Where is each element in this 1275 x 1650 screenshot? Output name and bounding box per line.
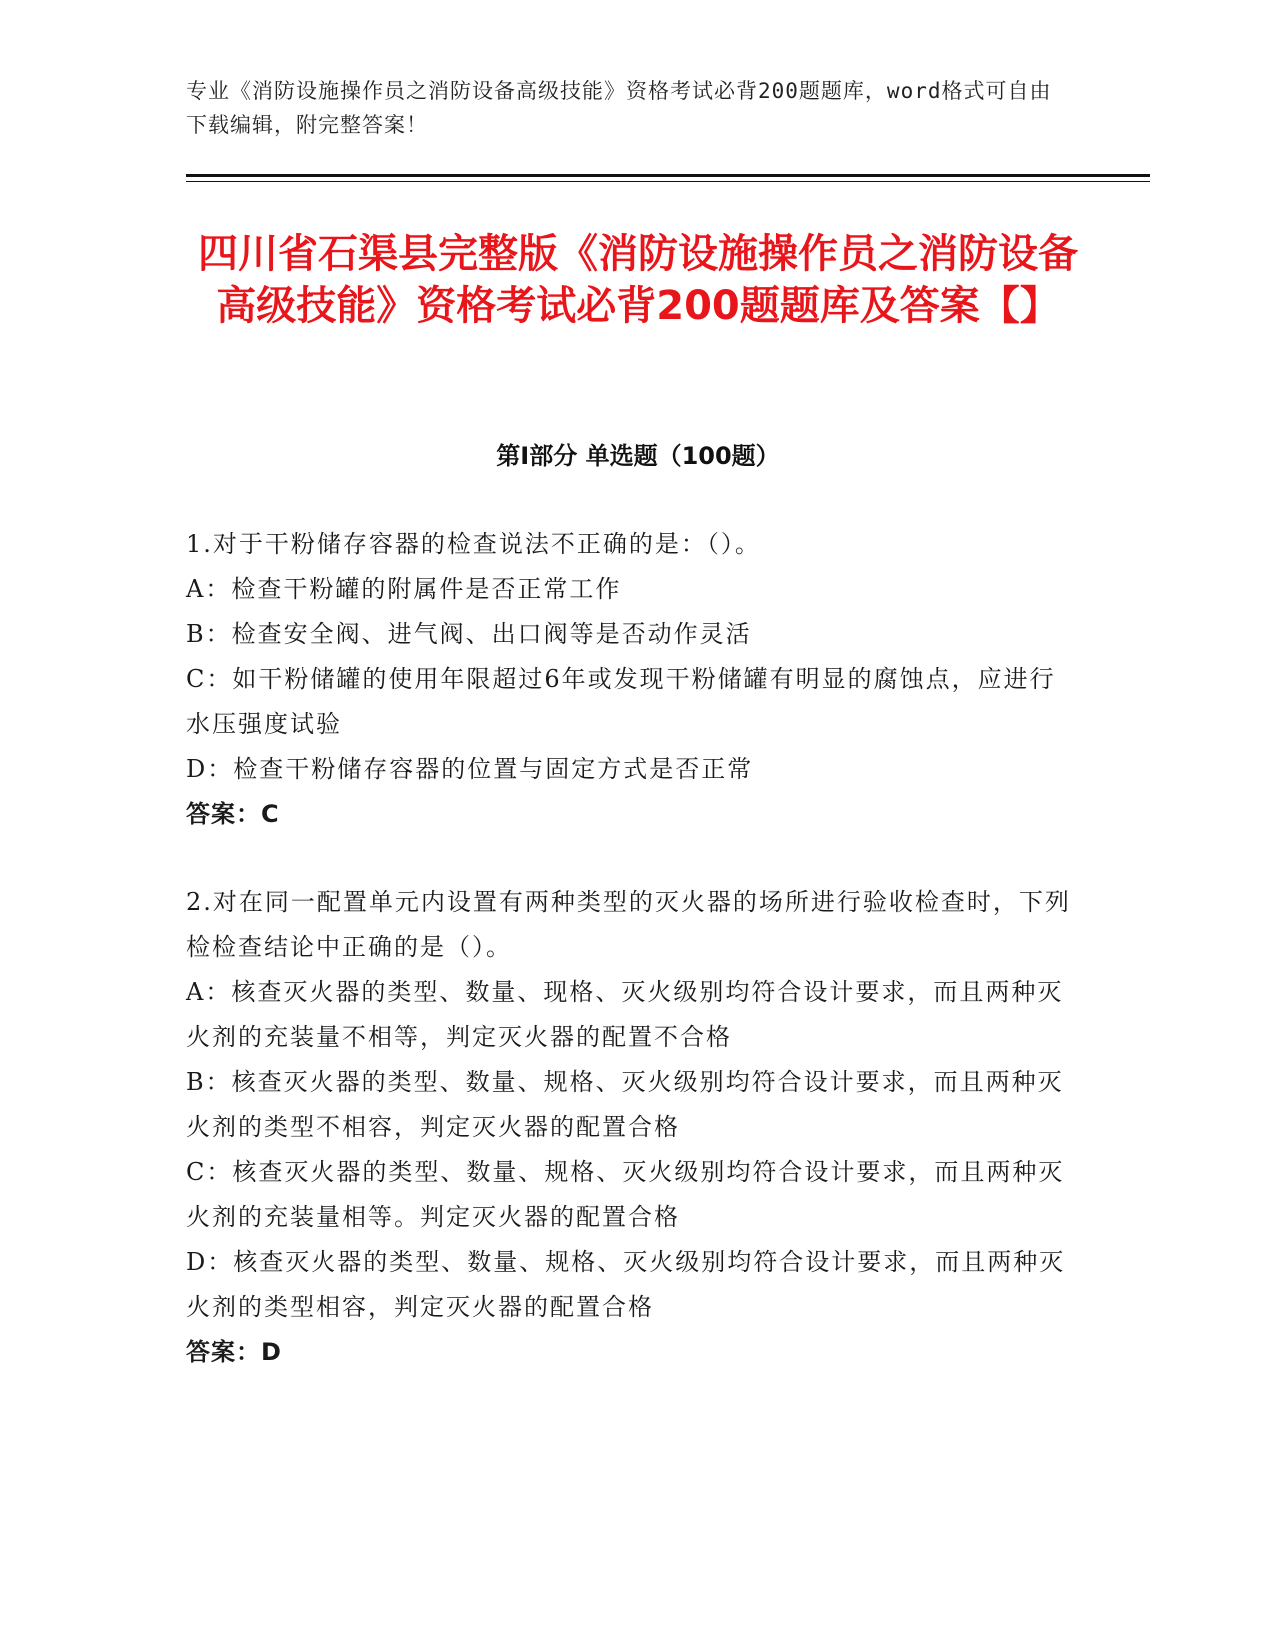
option-d: D：检查干粉储存容器的位置与固定方式是否正常	[186, 755, 754, 783]
answer-line: 答案：D	[186, 1338, 282, 1366]
option-b: B：检查安全阀、进气阀、出口阀等是否动作灵活	[186, 620, 752, 648]
document-title: 四川省石渠县完整版《消防设施操作员之消防设备高级技能》资格考试必背200题题库及答案【】	[198, 231, 1078, 329]
option-a: A：核查灭火器的类型、数量、现格、灭火级别均符合设计要求，而且两种灭火剂的充装量不相等，判定灭火器的配置不合格	[186, 978, 1064, 1051]
header-note: 专业《消防设施操作员之消防设备高级技能》资格考试必背200题题库，word格式可自由下载编辑，附完整答案！	[186, 79, 1052, 137]
header-rule-thick	[186, 174, 1150, 177]
question-2	[186, 880, 1076, 1375]
option-c: C：核查灭火器的类型、数量、规格、灭火级别均符合设计要求，而且两种灭火剂的充装量相等。判定灭火器的配置合格	[186, 1158, 1065, 1231]
option-d: D：核查灭火器的类型、数量、规格、灭火级别均符合设计要求，而且两种灭火剂的类型相容，判定灭火器的配置合格	[186, 1248, 1066, 1321]
option-b: B：核查灭火器的类型、数量、规格、灭火级别均符合设计要求，而且两种灭火剂的类型不相容，判定灭火器的配置合格	[186, 1068, 1064, 1141]
option-a: A：检查干粉罐的附属件是否正常工作	[186, 575, 622, 603]
question-stem: 2.对在同一配置单元内设置有两种类型的灭火器的场所进行验收检查时，下列检检查结论中正确的是（）。	[186, 888, 1071, 961]
question-stem: 1.对于干粉储存容器的检查说法不正确的是：（）。	[186, 530, 761, 558]
question-1	[186, 522, 1076, 837]
header-rule-thin	[186, 181, 1150, 182]
answer-line: 答案：C	[186, 800, 280, 828]
section-heading: 第I部分 单选题（100题）	[496, 442, 780, 470]
option-c: C：如干粉储罐的使用年限超过6年或发现干粉储罐有明显的腐蚀点，应进行水压强度试验	[186, 665, 1056, 738]
